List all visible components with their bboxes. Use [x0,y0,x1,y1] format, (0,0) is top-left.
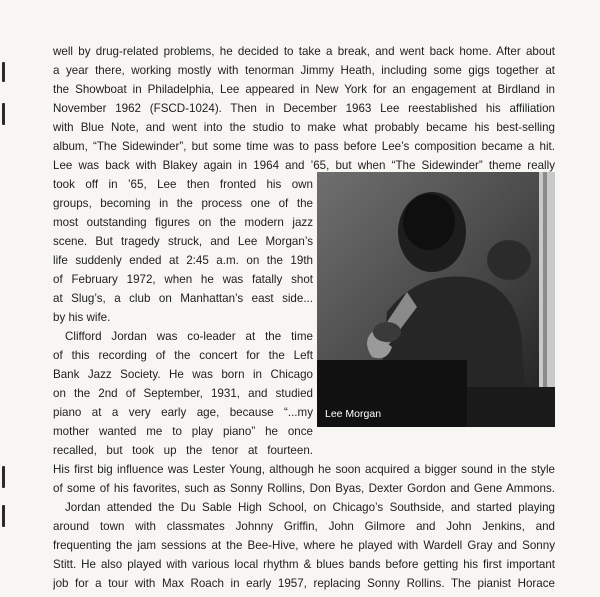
text-line: around town with classmates Johnny Griffin, John Gilmore and John Jenkins, and [53,520,555,533]
text-line: mother wanted me to play piano” he once [53,425,313,438]
text-line: recalled, but took up the tenor at fourteen. [53,444,313,457]
text-line: piano at a very early age, because “...my [53,406,313,419]
text-line: took off in ’65, Lee then fronted his own [53,178,313,191]
trumpeter-photo-illustration [317,172,555,427]
text-line: most outstanding figures on the modern jazz [53,216,313,229]
text-line: with Blue Note, and went into the studio to make what probably became his best-selling [53,121,555,134]
text-line: album, “The Sidewinder”, but some time was to pass before Lee’s composition became a hit. [53,140,555,153]
text-line: life suddenly ended at 2:45 a.m. on the 19th [53,254,313,267]
text-line: job for a tour with Max Roach in early 1957, replacing Sonny Rollins. The pianist Horace [53,577,555,590]
text-line: scene. But tragedy struck, and Lee Morgan’s [53,235,313,248]
text-line: November 1962 (FSCD-1024). Then in December 1963 Lee reestablished his affiliation [53,102,555,115]
text-line: His first big influence was Lester Young, although he soon acquired a bigger sound in the style [53,463,555,476]
text-line: Jordan attended the Du Sable High School, on Chicago’s Southside, and started playing [65,501,555,514]
text-line: of February 1972, when he was fatally shot [53,273,313,286]
text-line: Lee was back with Blakey again in 1964 and ’65, but when “The Sidewinder” theme really [53,159,555,172]
text-line: of this recording of the concert for the Left [53,349,313,362]
text-line: a year there, working mostly with tenorman Jimmy Heath, including some gigs together at [53,64,555,77]
text-line: of some of his favorites, such as Sonny Rollins, Don Byas, Dexter Gordon and Gene Ammons. [53,482,555,495]
text-line: Bank Jazz Society. He was born in Chicago [53,368,313,381]
text-line: groups, becoming in the process one of the [53,197,313,210]
binding-mark [2,62,5,82]
binding-mark [2,103,5,125]
text-line: well by drug-related problems, he decided to take a break, and went back home. After about [53,45,555,58]
text-line: on the 2nd of September, 1931, and studied [53,387,313,400]
text-line: Clifford Jordan was co-leader at the time [65,330,313,343]
text-line: the Showboat in Philadelphia, Lee appeared in New York for an engagement at Birdland in [53,83,555,96]
binding-mark [2,466,5,488]
text-line: Stitt. He also played with various local rhythm & blues bands before getting his first important [53,558,555,571]
text-line: frequenting the jam sessions at the Bee-Hive, where he played with Wardell Gray and Sonny [53,539,555,552]
text-line: at Slug’s, a club on Manhattan’s east side... [53,292,313,305]
text-line: by his wife. [53,311,111,324]
photo-caption: Lee Morgan [325,408,382,420]
binding-mark [2,505,5,527]
lee-morgan-photo [317,172,555,427]
